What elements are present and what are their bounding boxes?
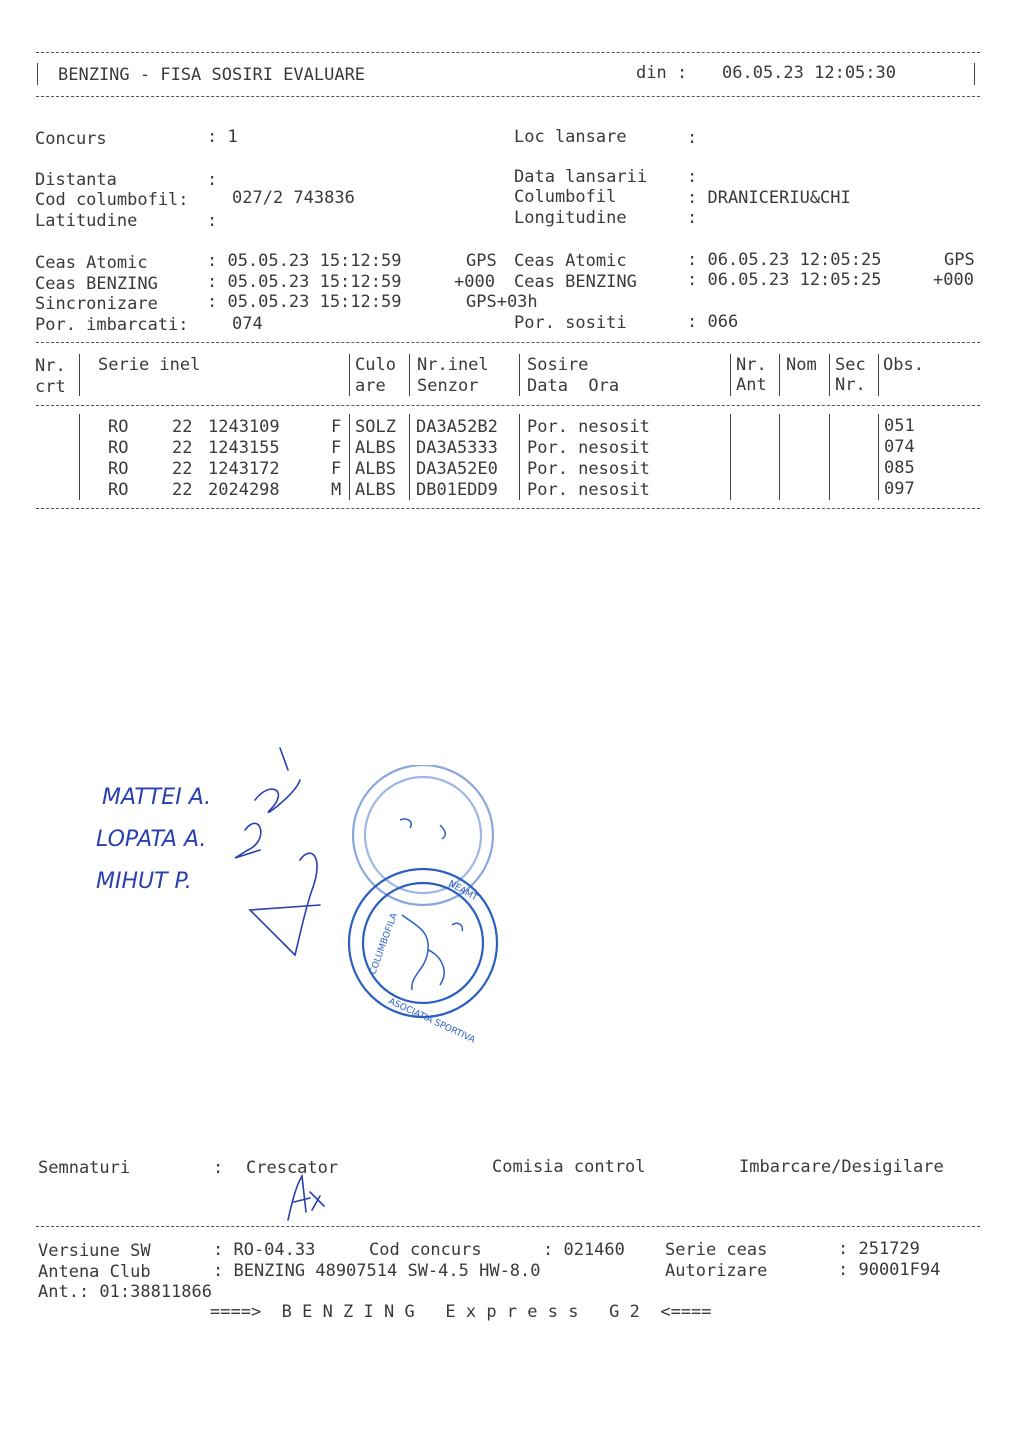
col-separator [349,354,350,396]
col-header-nr-ant: Nr. [736,355,767,375]
col-header-culoare-2: are [355,376,386,396]
signature-comisia: Comisia control [492,1157,646,1177]
columbofil-label: Columbofil [514,187,617,207]
loc-lansare-value: : [687,128,698,148]
left-clock-value: : 05.05.23 15:12:59 [207,272,402,292]
col-separator [349,414,350,500]
row-tara: RO [108,417,129,437]
left-clock-label: Por. imbarcati: [35,315,189,335]
signatures-colon: : [213,1158,224,1178]
versiune-value: : RO-04.33 [213,1240,316,1260]
left-clock-suffix: +000 [454,272,495,292]
col-separator [79,354,80,396]
row-tara: RO [108,459,129,479]
col-separator [730,414,731,500]
antena-label: Antena Club [38,1262,151,1282]
row-nr: 1243172 [208,459,280,479]
columbofil-value: : DRANICERIU&CHI [687,188,851,208]
left-clock-label: Ceas BENZING [35,274,158,294]
table-header-rule [36,405,980,406]
longitudine-label: Longitudine [514,208,627,228]
versiune-label: Versiune SW [38,1241,151,1261]
row-sex: M [331,480,342,500]
concurs-label: Concurs [35,129,107,149]
col-separator [730,354,731,396]
latitudine-label: Latitudine [35,211,138,231]
col-separator [79,414,80,500]
col-separator [779,414,780,500]
header-top-rule [36,52,980,53]
col-header-obs: Obs. [883,355,924,375]
col-separator [409,414,410,500]
row-an: 22 [172,480,193,500]
header-right-bar [974,63,975,85]
col-header-nr-inel: Nr.inel [417,355,489,375]
col-header-nom: Nom [786,355,817,375]
cod-concurs-label: Cod concurs [369,1240,482,1260]
row-senzor: DA3A52E0 [416,459,498,479]
row-obs: 074 [884,437,915,457]
col-header-sosire: Sosire [527,355,589,375]
handwritten-name-3: MIHUT P. [96,869,192,894]
row-nr: 1243109 [208,417,280,437]
col-header-senzor: Senzor [417,376,479,396]
col-header-ant: Ant [736,375,767,395]
col-header-serie: Serie inel [98,355,201,375]
stamp-top-text: COLUMBOFILA [368,911,400,977]
brand-footer: ====> B E N Z I N G E x p r e s s G 2 <==== [210,1302,712,1322]
left-clock-suffix: GPS [466,251,497,271]
col-separator [878,414,879,500]
row-tara: RO [108,438,129,458]
signatures-label: Semnaturi [38,1158,131,1178]
latitudine-value: : [207,211,218,231]
signature-strokes-icon [200,740,330,970]
stamp-right-text: NEAMT [446,878,480,904]
row-sosire: Por. nesosit [527,480,650,500]
stamp-icon [340,765,510,1055]
col-separator [519,414,520,500]
row-culoare: ALBS [355,459,396,479]
loc-lansare-label: Loc lansare [514,127,627,147]
autorizare-label: Autorizare [665,1261,768,1281]
col-header-sec: Sec [835,355,866,375]
col-separator [829,414,830,500]
left-clock-value: 074 [232,314,263,334]
right-clock-value: : 06.05.23 12:05:25 [687,250,882,270]
report-date-label: din : [636,63,688,83]
autorizare-value: : 90001F94 [838,1260,941,1280]
col-header-culoare: Culo [355,355,396,375]
handwritten-name-1: MATTEI A. [102,785,212,810]
row-tara: RO [108,480,129,500]
col-separator [779,354,780,396]
concurs-value: : 1 [207,127,238,147]
left-clock-value: : 05.05.23 15:12:59 [207,251,402,271]
row-an: 22 [172,438,193,458]
row-sex: F [331,459,342,479]
row-culoare: SOLZ [355,417,396,437]
left-clock-value: : 05.05.23 15:12:59 [207,292,402,312]
row-sosire: Por. nesosit [527,459,650,479]
right-clock-label: Ceas BENZING [514,272,637,292]
antena-value: : BENZING 48907514 SW-4.5 HW-8.0 [213,1261,541,1281]
row-sosire: Por. nesosit [527,438,650,458]
signature-imbarcare: Imbarcare/Desigilare [739,1157,944,1177]
table-top-rule [36,342,980,343]
row-senzor: DA3A5333 [416,438,498,458]
table-bottom-rule [36,508,980,509]
cod-columbofil-value: 027/2 743836 [232,188,355,208]
row-nr: 1243155 [208,438,280,458]
serie-ceas-value: : 251729 [838,1239,920,1259]
row-obs: 085 [884,458,915,478]
row-senzor: DA3A52B2 [416,417,498,437]
row-culoare: ALBS [355,480,396,500]
cod-concurs-value: : 021460 [543,1240,625,1260]
right-clock-value: : 06.05.23 12:05:25 [687,270,882,290]
ant-number: Ant.: 01:38811866 [38,1282,212,1302]
right-clock-label: Ceas Atomic [514,251,627,271]
left-clock-suffix: GPS+03h [466,292,538,312]
distanta-label: Distanta [35,170,117,190]
col-header-sec-nr: Nr. [835,375,866,395]
data-lansarii-label: Data lansarii [514,167,648,187]
col-separator [519,354,520,396]
report-title: BENZING - FISA SOSIRI EVALUARE [58,65,366,85]
distanta-value: : [207,170,218,190]
row-sex: F [331,438,342,458]
header-bottom-rule [36,96,980,97]
report-date-value: 06.05.23 12:05:30 [722,63,896,83]
row-culoare: ALBS [355,438,396,458]
col-separator [829,354,830,396]
row-senzor: DB01EDD9 [416,480,498,500]
row-sex: F [331,417,342,437]
left-clock-label: Ceas Atomic [35,253,148,273]
right-clock-value: : 066 [687,312,739,332]
col-separator [878,354,879,396]
left-clock-label: Sincronizare [35,294,158,314]
header-left-bar [37,63,38,85]
cod-columbofil-label: Cod columbofil: [35,190,189,210]
stamp-bottom-text: ASOCIATIA SPORTIVA [386,996,477,1046]
serie-ceas-label: Serie ceas [665,1240,768,1260]
row-sosire: Por. nesosit [527,417,650,437]
col-separator [409,354,410,396]
data-lansarii-value: : [687,167,698,187]
col-header-nr: Nr. [35,356,66,376]
row-an: 22 [172,417,193,437]
row-nr: 2024298 [208,480,280,500]
right-clock-suffix: +000 [933,270,974,290]
longitudine-value: : [687,208,698,228]
right-clock-suffix: GPS [944,250,975,270]
signature-crescator: Crescator [246,1158,339,1178]
handwritten-name-2: LOPATA A. [96,827,207,852]
col-header-crt: crt [35,377,66,397]
row-an: 22 [172,459,193,479]
right-clock-label: Por. sositi [514,313,627,333]
col-header-data-ora: Data Ora [527,376,620,396]
crescator-signature-icon [280,1172,340,1224]
row-obs: 097 [884,479,915,499]
footer-top-rule [36,1226,980,1227]
row-obs: 051 [884,416,915,436]
